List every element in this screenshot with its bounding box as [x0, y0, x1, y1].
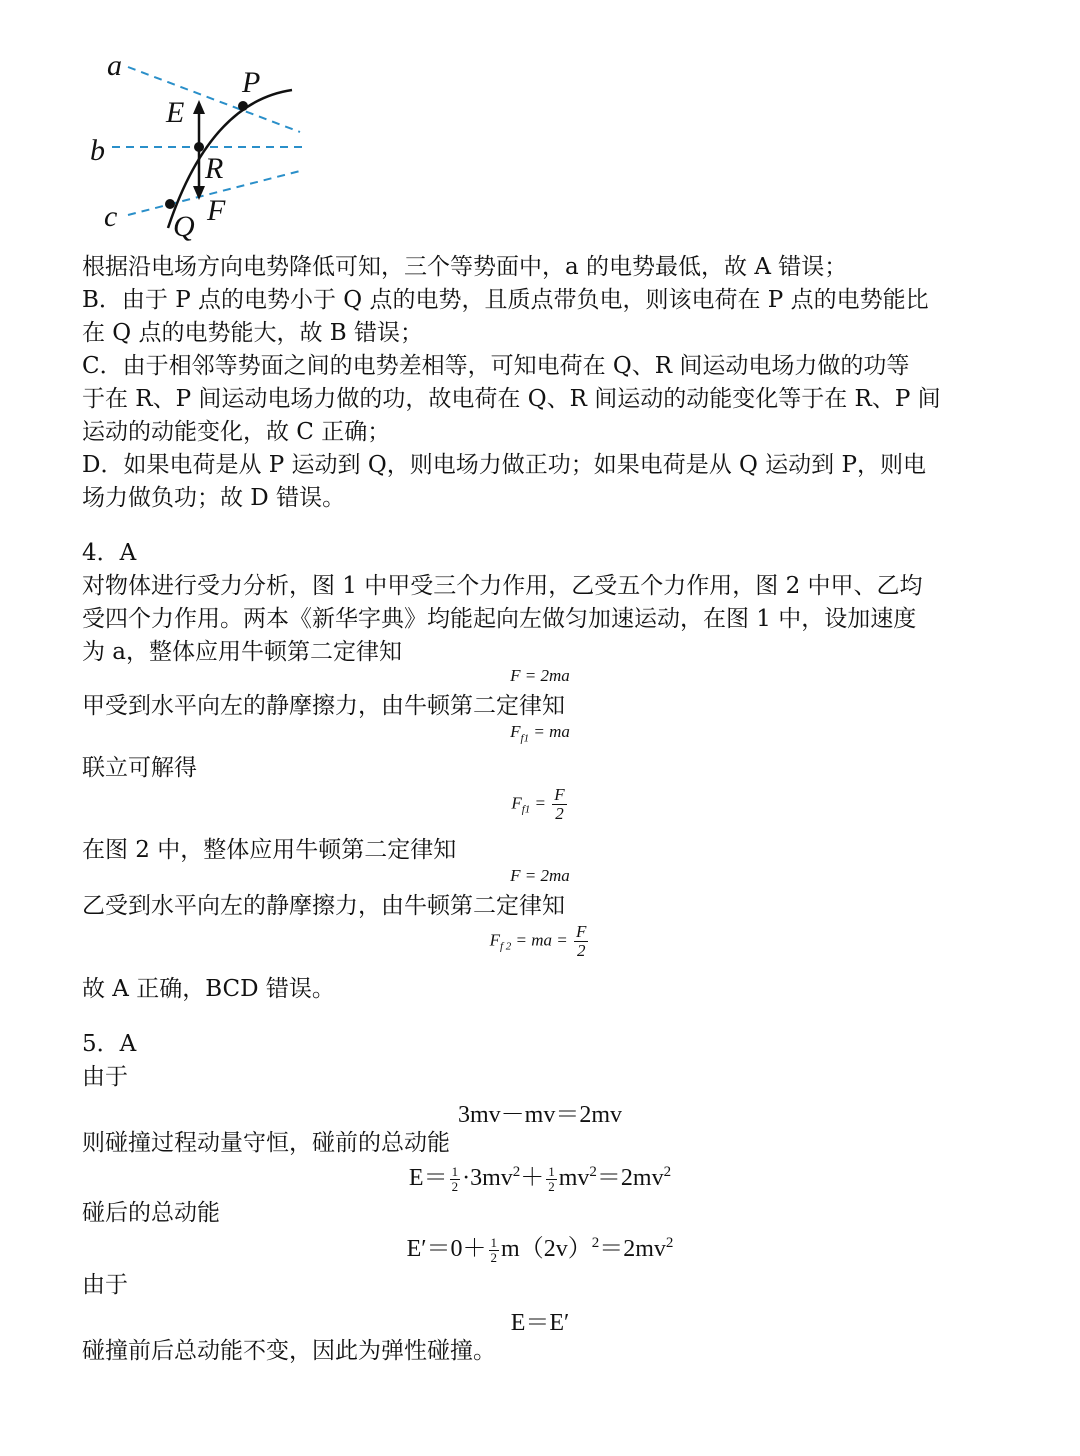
q4-equation-5: $F_{f 2}$ = ma = $\frac{F}{2}$: [489, 922, 587, 960]
q3-line-5: 于在 R、P 间运动电场力做的功，故电荷在 Q、R 间运动的动能变化等于在 R、P 间: [82, 386, 941, 412]
q5-equation-1: 3mv－mv＝2mv: [457, 1102, 622, 1128]
q4-line-5: 联立可解得: [82, 755, 197, 781]
q5-line-3: 碰后的总动能: [82, 1200, 220, 1226]
label-E: E: [166, 96, 185, 129]
q3-line-7: D．如果电荷是从 P 运动到 Q，则电场力做正功；如果电荷是从 Q 运动到 P，则电: [82, 452, 926, 478]
q3-line-2: B．由于 P 点的电势小于 Q 点的电势，且质点带负电，则该电荷在 P 点的电势能比: [82, 287, 929, 313]
q5-equation-2: E＝ $\frac{1}{2}$ $\cdot 3mv^2+$ $\frac{1}{2}$ $mv^2=2mv^2$: [408, 1164, 672, 1194]
point-Q: [165, 199, 175, 209]
q4-equation-1: F = 2ma: [510, 666, 570, 685]
label-a: a: [107, 49, 122, 82]
equipotential-figure: [60, 40, 360, 250]
label-R: R: [205, 152, 224, 185]
q4-equation-3: $F_{f1}$ = $\frac{F}{2}$: [511, 785, 565, 823]
q5-line-2: 则碰撞过程动量守恒，碰前的总动能: [82, 1130, 450, 1156]
q5-line-4: 由于: [82, 1272, 128, 1298]
q5-equation-3: E′＝0＋ $\frac{1}{2}$ $m(2v)^2=2mv^2$: [406, 1235, 674, 1265]
q4-equation-2: $F_{f1}$ = ma: [510, 722, 570, 745]
q4-line-3: 为 a，整体应用牛顿第二定律知: [82, 639, 403, 665]
trajectory-curve: [168, 90, 292, 228]
q4-line-1: 对物体进行受力分析，图 1 中甲受三个力作用，乙受五个力作用，图 2 中甲、乙均: [82, 573, 923, 599]
q4-line-7: 乙受到水平向左的静摩擦力，由牛顿第二定律知: [82, 893, 565, 919]
q4-equation-4: F = 2ma: [510, 866, 570, 885]
q4-line-4: 甲受到水平向左的静摩擦力，由牛顿第二定律知: [82, 693, 565, 719]
field-arrow-E-head: [193, 100, 205, 114]
q3-line-4: C．由于相邻等势面之间的电势差相等，可知电荷在 Q、R 间运动电场力做的功等: [82, 353, 910, 379]
point-P: [238, 101, 248, 111]
q4-heading: 4．A: [82, 540, 137, 566]
label-b: b: [90, 134, 105, 167]
q5-heading: 5．A: [82, 1031, 137, 1057]
label-F: F: [207, 194, 226, 227]
q5-line-5: 碰撞前后总动能不变，因此为弹性碰撞。: [82, 1338, 496, 1364]
q4-line-6: 在图 2 中，整体应用牛顿第二定律知: [82, 837, 457, 863]
equipotential-line-a: [128, 67, 300, 132]
q5-equation-4: E＝E′: [510, 1310, 570, 1336]
equipotential-diagram: [60, 40, 360, 250]
q3-line-6: 运动的动能变化，故 C 正确；: [82, 419, 391, 445]
q3-line-1: 根据沿电场方向电势降低可知，三个等势面中，a 的电势最低，故 A 错误；: [82, 254, 848, 280]
q4-line-2: 受四个力作用。两本《新华字典》均能起向左做匀加速运动，在图 1 中，设加速度: [82, 606, 917, 632]
q4-line-8: 故 A 正确，BCD 错误。: [82, 976, 335, 1002]
label-c: c: [104, 200, 118, 233]
q5-line-1: 由于: [82, 1064, 128, 1090]
point-R: [194, 142, 204, 152]
q3-line-8: 场力做负功；故 D 错误。: [82, 485, 346, 511]
label-P: P: [242, 66, 261, 99]
label-Q: Q: [173, 210, 195, 243]
q3-line-3: 在 Q 点的电势能大，故 B 错误；: [82, 320, 424, 346]
force-arrow-F-head: [193, 186, 205, 200]
